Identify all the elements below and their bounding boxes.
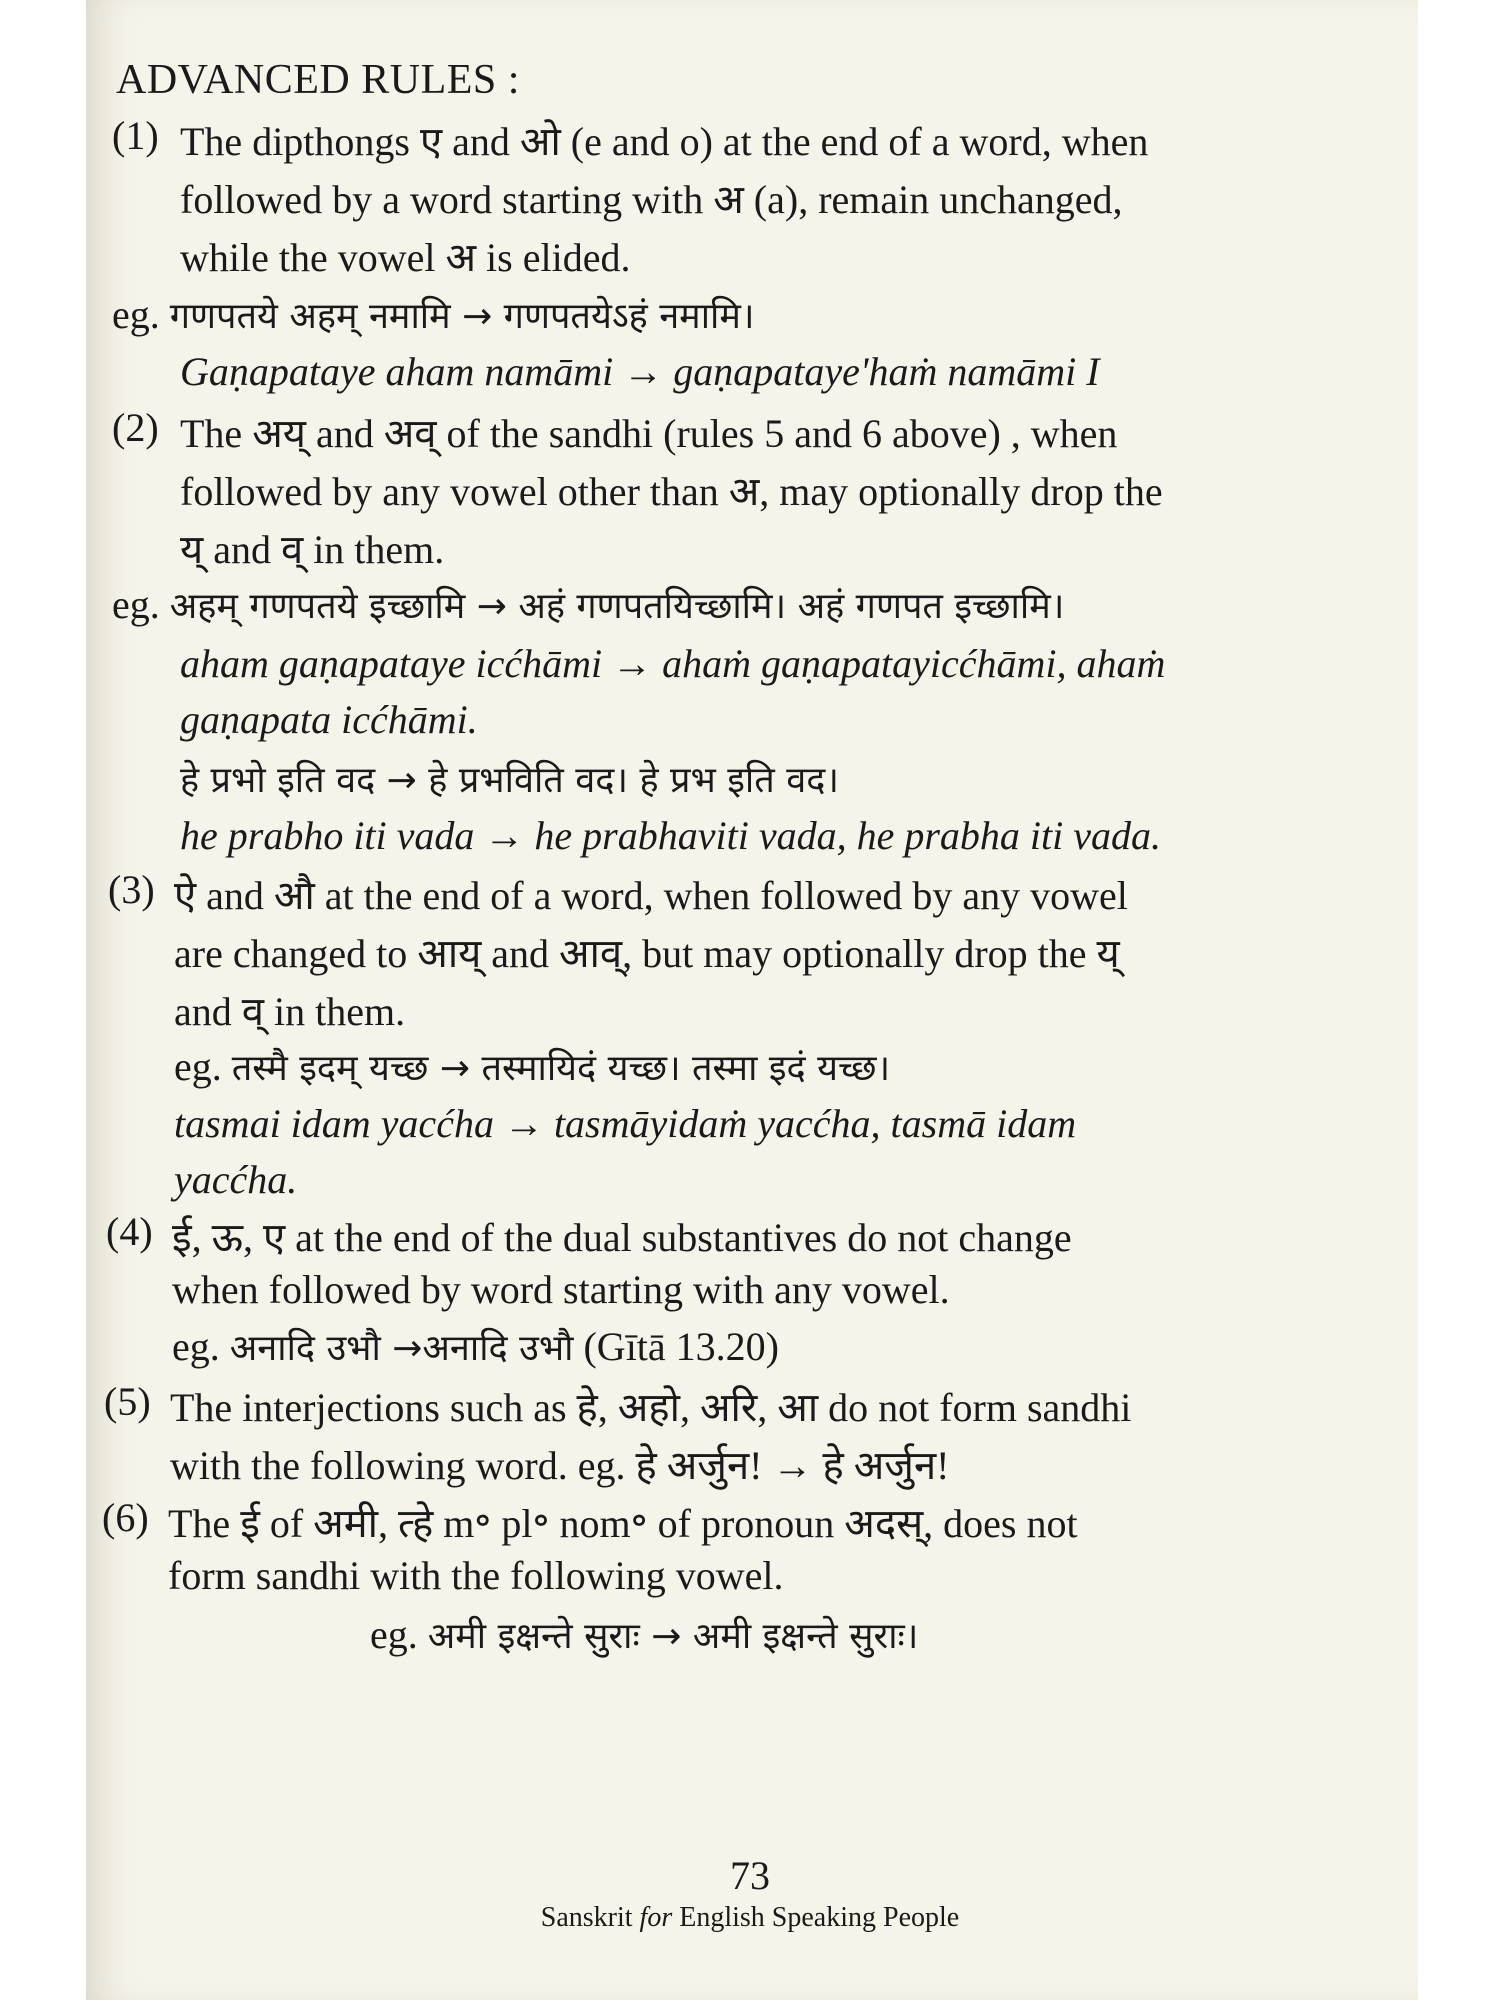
rule-6-line-1: The ई of अमी, त्हे m॰ pl॰ nom॰ of pronoun अदस्, does not [168,1501,1078,1546]
rule-1-line-3: while the vowel अ is elided. [180,235,631,280]
rule-3-example-translit-1: tasmai idam yacćha → tasmāyidaṁ yacćha, tasmā idam [174,1101,1077,1146]
example-reference: (Gītā 13.20) [583,1324,779,1369]
rule-2-line-1: The अय् and अव् of the sandhi (rules 5 and 6 above) , when [180,411,1118,456]
rule-4-example [172,1322,779,1371]
rule-2-number: (2) [112,405,159,450]
rule-6-example [370,1610,918,1659]
rule-1-line-1: The dipthongs ए and ओ (e and o) at the end of a word, when [180,119,1149,164]
rule-2-line-2: followed by any vowel other than अ, may optionally drop the [180,469,1163,514]
rule-2-example2-translit: he prabho iti vada → he prabhaviti vada, he prabha iti vada. [180,813,1161,858]
eg-label: eg. [172,1324,220,1369]
eg-label: eg. [112,292,160,337]
eg-label: eg. [174,1044,222,1089]
eg-label: eg. [112,582,160,627]
rule-4-line-1: ई, ऊ, ए at the end of the dual substantives do not change [172,1215,1072,1260]
footer-text-post: English Speaking People [672,1902,960,1933]
rule-2-line-3: य् and व् in them. [180,527,445,572]
rule-2-example-deva [112,580,1064,629]
example-devanagari: गणपतये अहम् नमामि → गणपतयेऽहं नमामि। [169,296,755,337]
rule-6-line-2: form sandhi with the following vowel. [168,1553,784,1598]
rule-1-example-translit: Gaṇapataye aham namāmi → gaṇapataye'haṁ namāmi I [180,349,1100,394]
rule-5-number: (5) [104,1379,151,1424]
rule-4-number: (4) [106,1209,153,1254]
example-devanagari: अमी इक्षन्ते सुराः → अमी इक्षन्ते सुराः। [427,1616,919,1657]
footer-text-pre: Sanskrit [540,1902,640,1933]
footer-text-italic: for [639,1902,673,1933]
section-heading: ADVANCED RULES : [116,57,520,103]
rule-3-line-3: and व् in them. [174,989,406,1034]
rule-1-number: (1) [112,113,159,158]
example-devanagari: तस्मै इदम् यच्छ → तस्मायिदं यच्छ। तस्मा इदं यच्छ। [231,1048,891,1089]
rule-6-number: (6) [102,1495,149,1540]
rule-5-line-1: The interjections such as हे, अहो, अरि, आ do not form sandhi [170,1385,1132,1430]
rule-4-line-2: when followed by word starting with any vowel. [172,1267,950,1312]
rule-1-example-deva [112,290,755,339]
rule-3-number: (3) [108,867,155,912]
rule-5-line-2: with the following word. eg. हे अर्जुन! → हे अर्जुन! [170,1443,950,1488]
rule-2-example2-deva: हे प्रभो इति वद → हे प्रभविति वद। हे प्रभ इति वद। [180,760,839,801]
rule-2-example-translit-1: aham gaṇapataye icćhāmi → ahaṁ gaṇapatayicćhāmi, ahaṁ [180,641,1166,686]
rule-2-example-translit-2: gaṇapata icćhāmi. [180,697,478,742]
eg-label: eg. [370,1612,418,1657]
running-footer [0,1902,1500,1934]
rule-3-line-2: are changed to आय् and आव्, but may optionally drop the य् [174,931,1120,976]
rule-3-example-translit-2: yacćha. [174,1157,298,1202]
rule-3-example-deva [174,1042,890,1091]
page-number: 73 [730,1853,770,1898]
rule-3-line-1: ऐ and औ at the end of a word, when followed by any vowel [174,873,1128,918]
example-devanagari: अहम् गणपतये इच्छामि → अहं गणपतयिच्छामि। अहं गणपत इच्छामि। [169,586,1065,627]
example-devanagari: अनादि उभौ →अनादि उभौ [229,1328,574,1369]
rule-1-line-2: followed by a word starting with अ (a), remain unchanged, [180,177,1123,222]
